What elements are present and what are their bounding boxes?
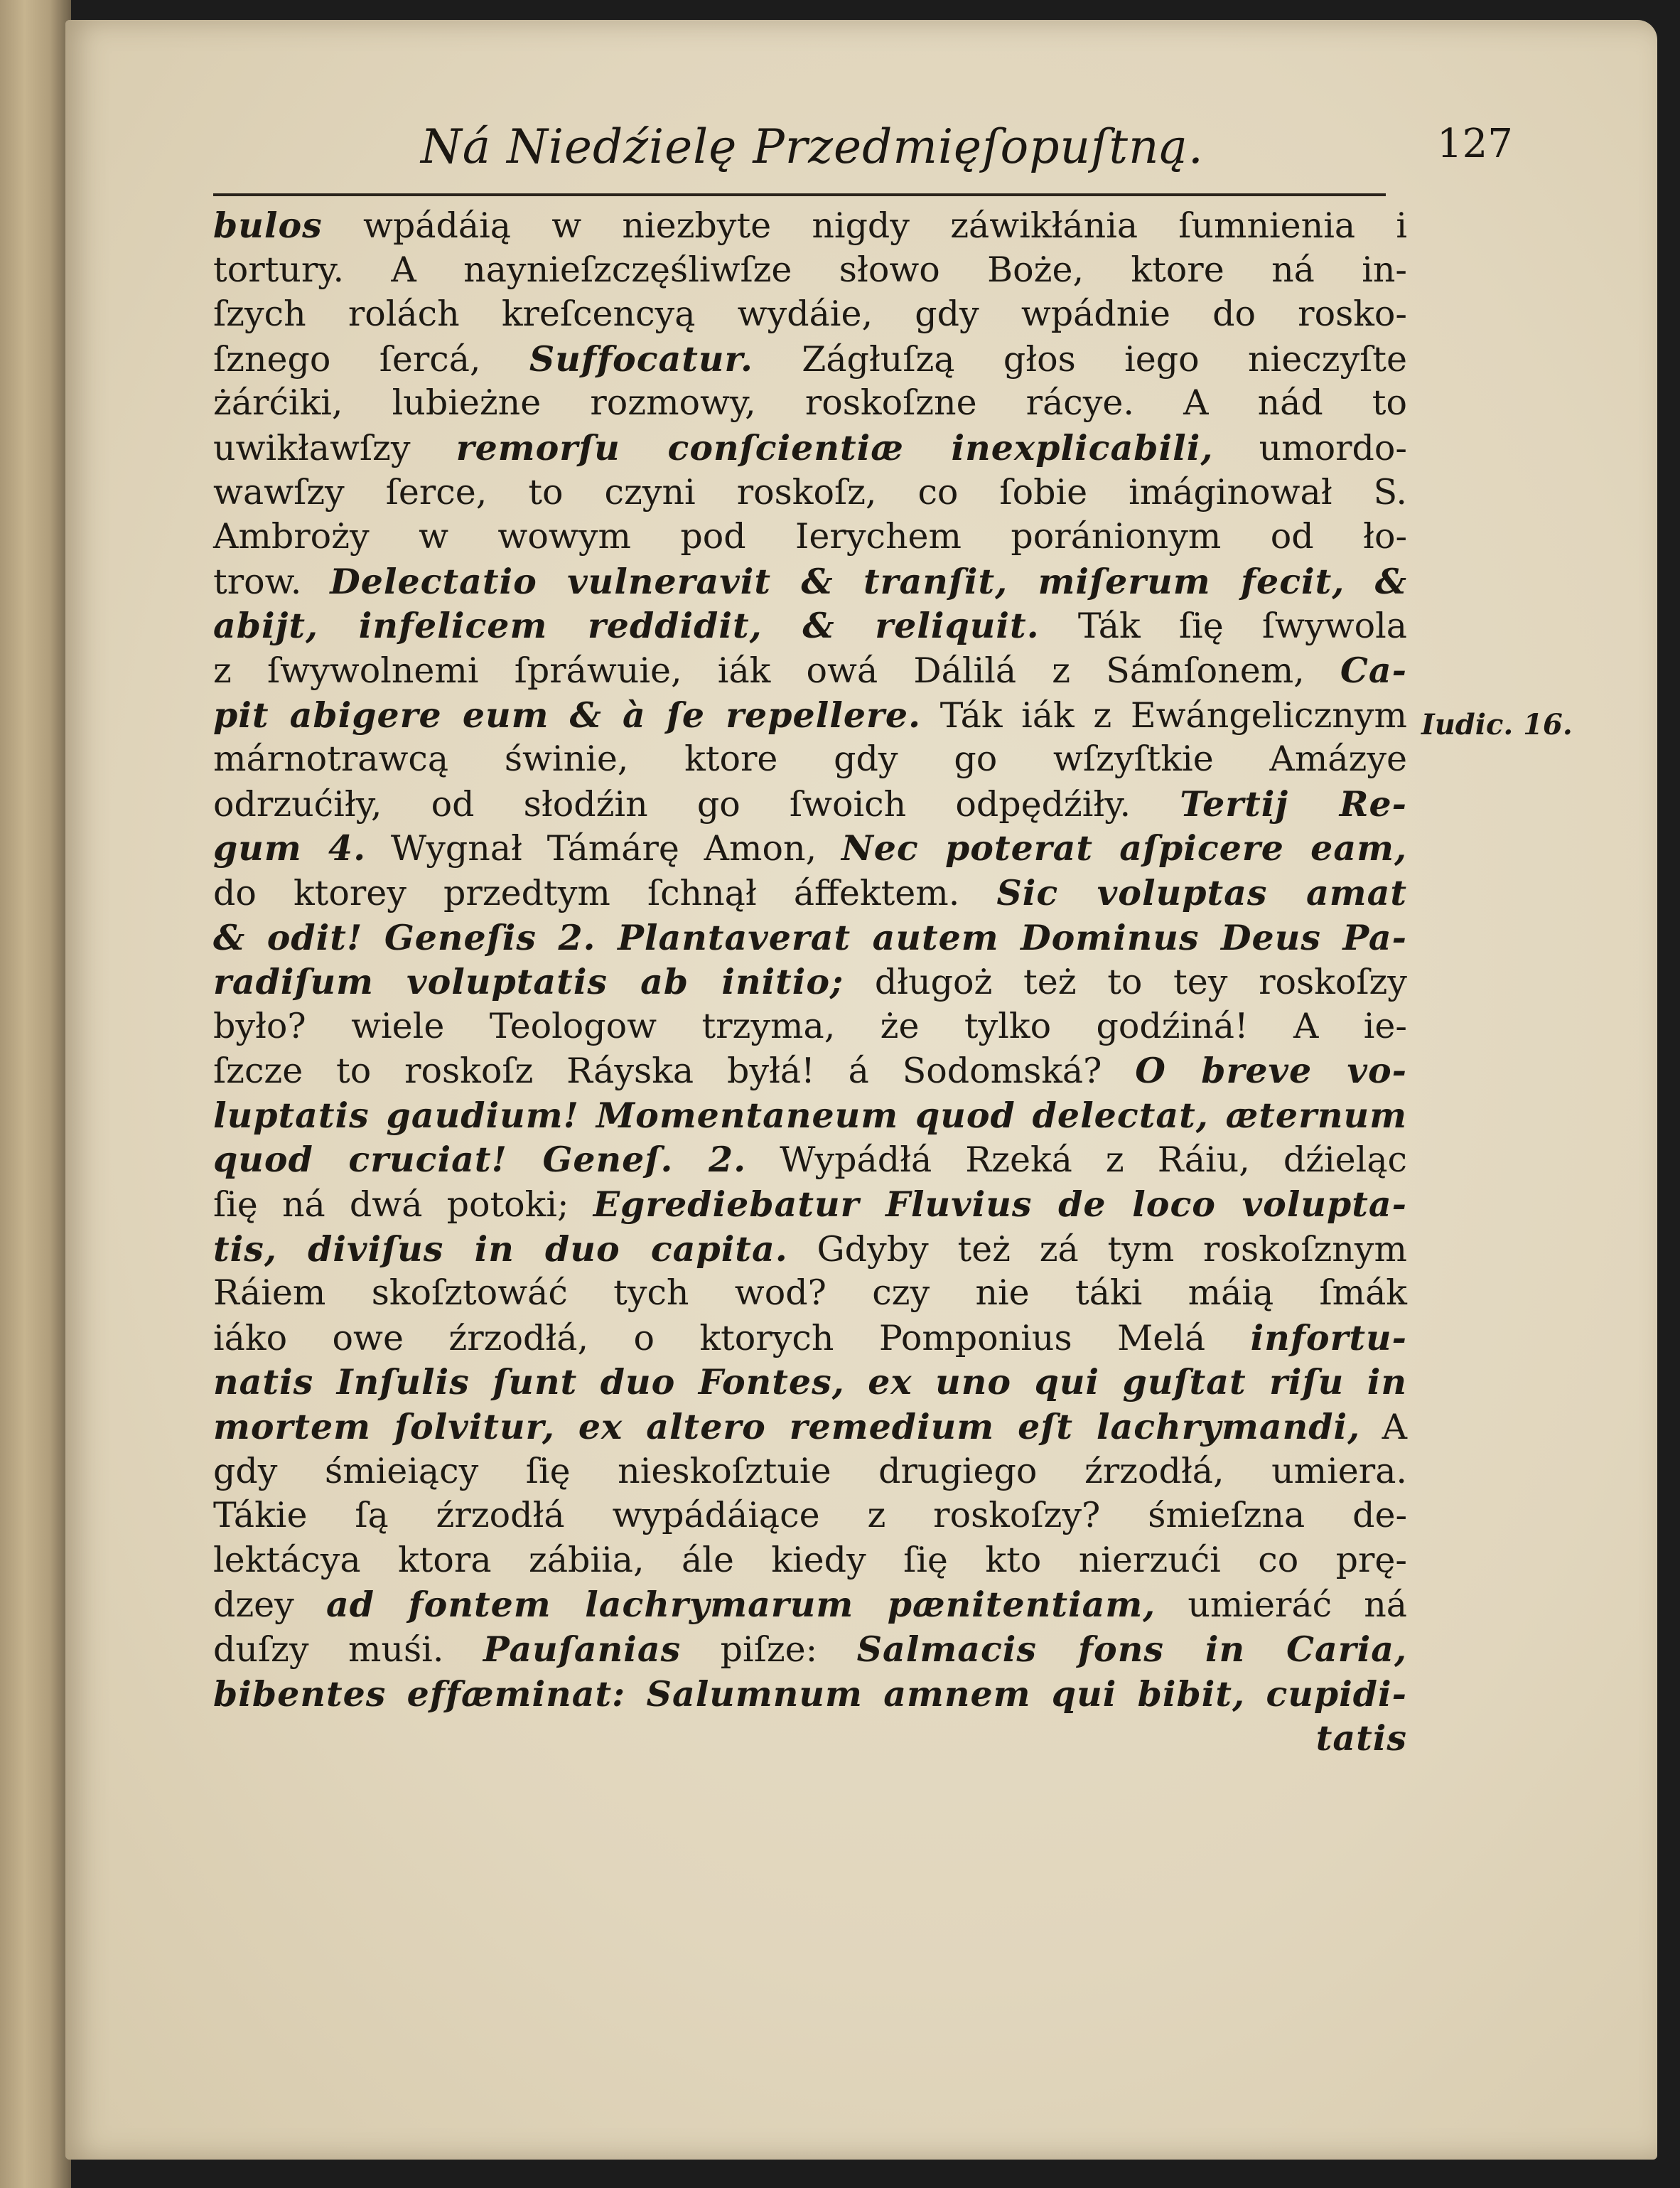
polish-text: Wygnał Támárę Amon,: [366, 828, 841, 869]
polish-text: Tákie ſą źrzodłá wypádáiące z roskoſzy? śmieſzna de-: [213, 1495, 1407, 1536]
text-line: [213, 203, 1407, 248]
polish-text: Zágłuſzą głos iego nieczyſte: [753, 338, 1407, 380]
text-line: [213, 337, 1407, 382]
latin-phrase: Salmacis fons in Caria,: [856, 1629, 1408, 1670]
latin-phrase: luptatis gaudium! Momentaneum quod delectat, æternum: [213, 1094, 1407, 1136]
latin-phrase: radiſum voluptatis ab initio;: [213, 961, 844, 1003]
latin-phrase: Nec poterat aſpicere eam,: [841, 827, 1408, 869]
polish-text: umieráć ná: [1156, 1584, 1407, 1626]
latin-phrase: Ca-: [1340, 649, 1407, 691]
polish-text: wawſzy ſerce, to czyni roskoſz, co ſobie imáginował S.: [213, 471, 1407, 513]
latin-phrase: Suffocatur.: [529, 338, 753, 380]
header-rule: [213, 193, 1386, 196]
text-line: [213, 737, 1407, 782]
running-title: Ná Niedźielę Przedmięſopuſtną.: [421, 119, 1204, 174]
polish-text: Wypádłá Rzeká z Ráiu, dźieląc: [746, 1139, 1407, 1181]
latin-phrase: bulos: [213, 205, 323, 246]
latin-phrase: Sic voluptas amat: [996, 872, 1407, 913]
text-line: [213, 1093, 1407, 1138]
text-line: [213, 826, 1407, 871]
text-line: [213, 1538, 1407, 1583]
latin-phrase: Tertij Re-: [1180, 783, 1407, 825]
text-line: [213, 1405, 1407, 1449]
page-number: 127: [1437, 121, 1513, 167]
polish-text: do ktorey przedtym ſchnął áffektem.: [213, 872, 997, 913]
book-edge: [0, 0, 71, 2188]
text-line: [213, 604, 1407, 648]
text-line: [213, 381, 1407, 426]
polish-text: długoż też to tey roskoſzy: [844, 962, 1407, 1003]
latin-phrase: pit abigere eum & à ſe repellere.: [213, 694, 922, 736]
body-text: [213, 203, 1407, 1761]
text-line: [213, 1716, 1407, 1761]
text-line: [213, 1182, 1407, 1227]
polish-text: Ambroży w wowym pod Ierychem poránionym od ło-: [213, 516, 1407, 557]
polish-text: ſzych rolách kreſcencyą wydáie, gdy wpádnie do rosko-: [213, 294, 1407, 335]
text-line: [213, 1137, 1407, 1182]
text-line: [213, 1449, 1407, 1494]
polish-text: ſzcze to roskoſz Ráyska byłá! á Sodomská?: [213, 1051, 1136, 1092]
polish-text: dzey: [213, 1584, 326, 1626]
text-line: [213, 515, 1407, 559]
polish-text: wpádáią w niezbyte nigdy záwikłánia ſumnienia i: [322, 205, 1407, 246]
polish-text: iáko owe źrzodłá, o ktorych Pomponius Melá: [213, 1317, 1251, 1358]
polish-text: Ráiem skoſztowáć tych wod? czy nie táki máią ſmák: [213, 1272, 1407, 1314]
text-line: [213, 916, 1407, 960]
marginal-note: Iudic. 16.: [1421, 708, 1573, 741]
latin-phrase: Egrediebatur Fluvius de loco volupta-: [593, 1184, 1407, 1226]
text-line: [213, 871, 1407, 916]
polish-text: lektácya ktora zábiia, ále kiedy ſię kto nierzući co prę-: [213, 1539, 1407, 1580]
text-line: [213, 1360, 1407, 1405]
polish-text: márnotrawcą świnie, ktore gdy go wſzyſtkie Amázye: [213, 739, 1407, 780]
latin-phrase: bibentes effæminat: Salumnum amnem qui bibit, cupidi-: [213, 1673, 1407, 1715]
text-line: [213, 292, 1407, 337]
text-line: [213, 782, 1407, 827]
latin-phrase: Pauſanias: [483, 1629, 682, 1670]
text-line: [213, 1316, 1407, 1361]
polish-text: ſię ná dwá potoki;: [213, 1184, 593, 1226]
polish-text: Ták ſię ſwywola: [1039, 606, 1407, 647]
text-line: [213, 1627, 1407, 1672]
polish-text: gdy śmieiący ſię nieskoſztuie drugiego źrzodłá, umiera.: [213, 1450, 1407, 1491]
latin-phrase: tatis: [1315, 1717, 1407, 1759]
latin-phrase: ad fontem lachrymarum pænitentiam,: [325, 1584, 1156, 1626]
latin-phrase: abijt, infelicem reddidit, & reliquit.: [213, 605, 1040, 647]
polish-text: umordo-: [1213, 427, 1407, 468]
latin-phrase: tis, diviſus in duo capita.: [213, 1228, 788, 1270]
text-line: [213, 559, 1407, 604]
text-line: [213, 1672, 1407, 1717]
polish-text: Gdyby też zá tym roskoſznym: [787, 1228, 1407, 1270]
latin-phrase: remorſu conſcientiæ inexplicabili,: [456, 427, 1214, 468]
text-line: [213, 1049, 1407, 1093]
text-line: [213, 960, 1407, 1004]
polish-text: duſzy muśi.: [213, 1629, 483, 1670]
page-header: [421, 119, 1558, 191]
latin-phrase: natis Inſulis ſunt duo Fontes, ex uno qui guſtat riſu in: [213, 1361, 1407, 1403]
text-line: [213, 1004, 1407, 1049]
polish-text: piſze:: [681, 1629, 857, 1670]
text-line: [213, 1271, 1407, 1316]
polish-text: było? wiele Teologow trzyma, że tylko godźiná! A ie-: [213, 1005, 1407, 1046]
text-line: [213, 1493, 1407, 1538]
polish-text: A: [1360, 1407, 1407, 1448]
book-page: [65, 20, 1657, 2160]
polish-text: trow.: [213, 561, 330, 602]
polish-text: ſznego ſercá,: [213, 338, 529, 380]
text-line: [213, 1582, 1407, 1627]
latin-phrase: & odit! Geneſis 2. Plantaverat autem Dominus Deus Pa-: [213, 916, 1407, 958]
text-line: [213, 648, 1407, 693]
polish-text: Ták iák z Ewángelicznym: [921, 695, 1407, 736]
latin-phrase: mortem ſolvitur, ex altero remedium eſt lachrymandi,: [213, 1406, 1361, 1448]
polish-text: żárćiki, lubieżne rozmowy, roskoſzne rácye. A nád to: [213, 382, 1407, 424]
latin-phrase: quod cruciat! Geneſ. 2.: [213, 1139, 747, 1181]
latin-phrase: O breve vo-: [1135, 1050, 1407, 1092]
polish-text: z ſwywolnemi ſpráwuie, iák owá Dálilá z Sámſonem,: [213, 650, 1340, 691]
latin-phrase: Delectatio vulneravit & tranſit, miſerum fecit, &: [330, 560, 1407, 602]
polish-text: uwikławſzy: [213, 427, 456, 468]
latin-phrase: gum 4.: [213, 827, 367, 869]
text-line: [213, 248, 1407, 293]
text-line: [213, 426, 1407, 471]
text-line: [213, 1227, 1407, 1272]
text-line: [213, 693, 1407, 738]
polish-text: odrzućiły, od słodźin go ſwoich odpędźiły.: [213, 783, 1180, 825]
latin-phrase: infortu-: [1250, 1316, 1407, 1358]
text-line: [213, 471, 1407, 515]
polish-text: tortury. A naynieſzczęśliwſze słowo Boże, ktore ná in-: [213, 249, 1407, 290]
